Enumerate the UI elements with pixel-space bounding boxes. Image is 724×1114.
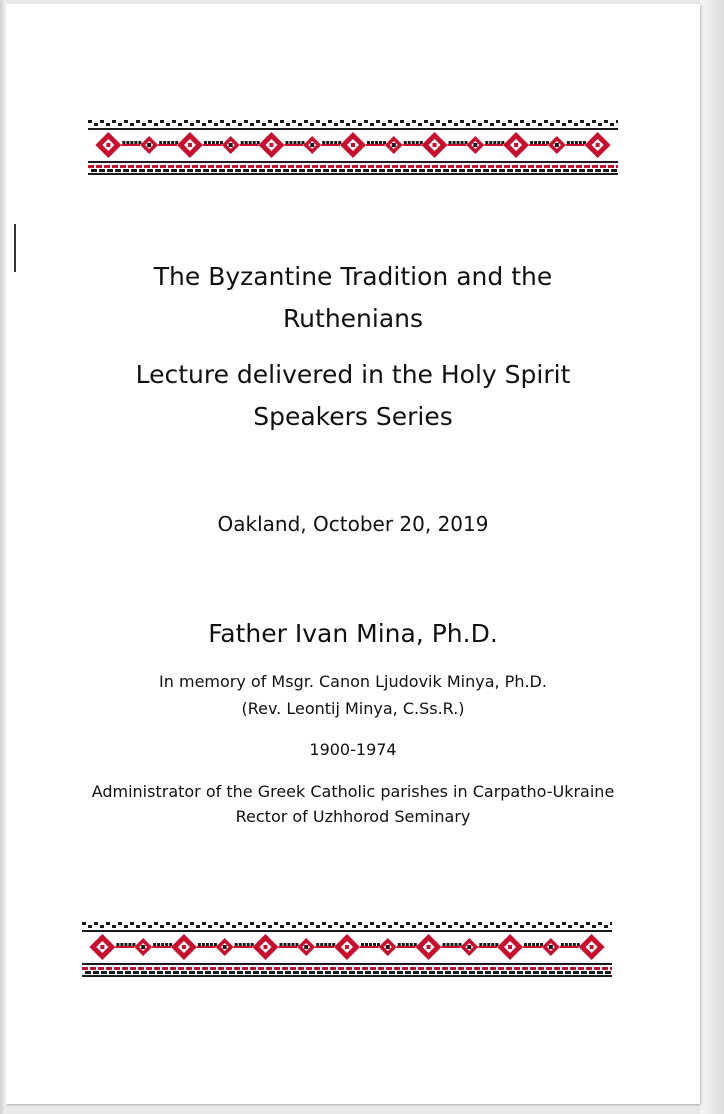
document-page bbox=[6, 4, 700, 1104]
memory-line-2: (Rev. Leontij Minya, C.Ss.R.) bbox=[241, 699, 465, 718]
place-date: Oakland, October 20, 2019 bbox=[217, 512, 489, 536]
role-line-2: Rector of Uzhhorod Seminary bbox=[235, 807, 471, 826]
author-name: Father Ivan Mina, Ph.D. bbox=[208, 619, 498, 648]
memory-line-1: In memory of Msgr. Canon Ljudovik Minya, Ph.D. bbox=[159, 672, 547, 691]
subtitle-line-2: Speakers Series bbox=[253, 402, 453, 431]
bottom-embroidery-border-icon bbox=[82, 920, 612, 978]
scan-edge-right bbox=[700, 0, 724, 1114]
title-line-2: Ruthenians bbox=[282, 304, 424, 333]
document-title bbox=[6, 256, 700, 340]
role-line-1: Administrator of the Greek Catholic parishes in Carpatho-Ukraine bbox=[91, 782, 615, 801]
top-embroidery-border-icon bbox=[88, 118, 618, 176]
document-subtitle bbox=[6, 354, 700, 438]
title-line-1: The Byzantine Tradition and the bbox=[153, 262, 553, 291]
roles bbox=[6, 779, 700, 829]
subtitle-line-1: Lecture delivered in the Holy Spirit bbox=[135, 360, 571, 389]
memorial-dedication bbox=[6, 668, 700, 722]
life-years: 1900-1974 bbox=[309, 740, 397, 759]
